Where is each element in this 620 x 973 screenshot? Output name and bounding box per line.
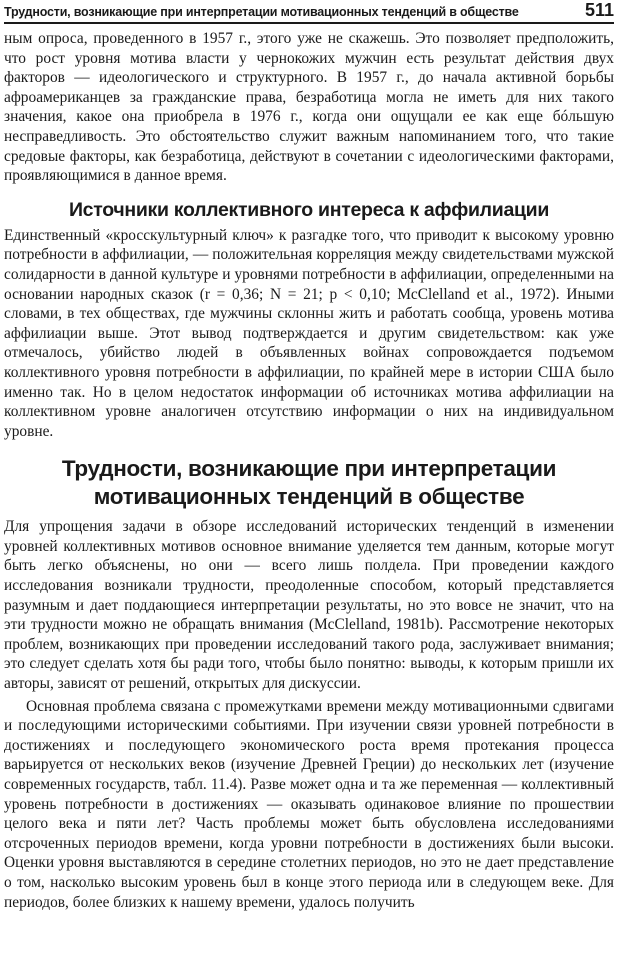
section-heading-interpretation-difficulties — [4, 455, 614, 511]
heading-line: мотивационных тенденций в обществе — [93, 484, 525, 510]
paragraph: ным опроса, проведенного в 1957 г., этого уже не скажешь. Это позволяет предположить, что рост уровня мотива власти у чернокожих мужчин есть результат действия двух факторов — идеологического и структурного. В 1957 г., до начала активной борьбы афроамериканцев за гражданские права, безработица могла не иметь для них такого значения, какое она приобрела в 1976 г., когда они ощущали ее как еще бóльшую несправедливость. Это обстоятельство служит важным напоминанием того, что такие средовые факторы, как безработица, действуют в сочетании с идеологическими факторами, проявляющимися в данное время. — [4, 30, 614, 185]
heading-line: Трудности, возникающие при интерпретации — [61, 456, 557, 482]
section-heading-affiliation-sources: Источники коллективного интереса к аффилиации — [68, 198, 550, 221]
paragraph: Основная проблема связана с промежутками времени между мотивационными сдвигами и последующими историческими событиями. При изучении связи уровней потребности в достижениях и последующего экономического роста время протекания процесса варьируется от нескольких веков (изучение Древней Греции) до нескольких лет (изучение современных государств, табл. 11.4). Разве может одна и та же переменная — коллективный уровень потребности в достижениях — оказывать одинаковое влияние по прошествии целого века и пяти лет? Часть проблемы может быть обусловлена исследованиями отсроченных периодов времени, когда уровни потребности в достижениях были высоки. Оценки уровня выставляются в середине столетних периодов, но это не дает представление о том, насколько высоким уровень был в конце этого периода или в следующем веке. Для периодов, более близких к нашему времени, удалось получить — [4, 697, 614, 911]
paragraph: Для упрощения задачи в обзоре исследований исторических тенденций в изменении уровней коллективных мотивов основное внимание уделяется тем данным, которые могут быть легко объяснены, но они — всего лишь полдела. При проведении каждого исследования возникали трудности, преодоленные способом, который представляется разумным и дает поддающиеся интерпретации результаты, но это вовсе не значит, что на эти трудности можно не обращать внимания (McClelland, 1981b). Рассмотрение некоторых проблем, возникающих при проведении исследований такого рода, заслуживает внимания; это следует сделать хотя бы ради того, чтобы было понятно: выводы, к которым пришли их авторы, зависят от решений, открытых для дискуссии. — [4, 518, 614, 693]
running-head — [4, 0, 614, 24]
running-title: Трудности, возникающие при интерпретации мотивационных тенденций в обществе — [4, 5, 519, 19]
page-number: 511 — [584, 0, 614, 20]
paragraph: Единственный «кросскультурный ключ» к разгадке того, что приводит к высокому уровню потребности в аффилиации, — положительная корреляция между свидетельствами мужской солидарности в данной культуре и уровнями потребности в аффилиации, определенными на основании народных сказок (r = 0,36; N = 21; p < 0,10; McClelland et al., 1972). Иными словами, в тех обществах, где мужчины склонны жить и работать сообща, уровень мотива аффилиации выше. Этот вывод подтверждается и другим свидетельством: как уже отмечалось, убийство людей в объявленных войнах сопровождается подъемом коллективного уровня потребности в аффилиации, по крайней мере в истории США было именно так. Но в целом недостаток информации об источниках мотива аффилиации на коллективном уровне аналогичен отсутствию информации о них на индивидуальном уровне. — [4, 226, 614, 440]
